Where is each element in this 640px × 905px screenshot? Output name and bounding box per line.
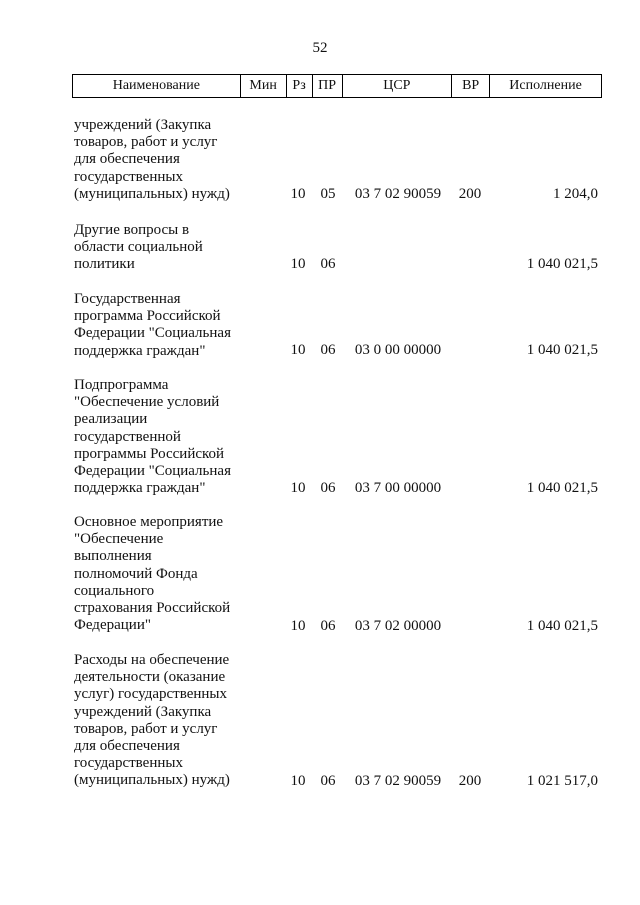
row-amount: 1 021 517,0	[526, 773, 598, 789]
row-name: Государственная программа Российской Федерации "Социальная поддержка граждан"	[74, 291, 231, 359]
row-rz: 10	[290, 256, 306, 272]
row-pr: 06	[320, 342, 336, 358]
page-number: 52	[312, 40, 328, 56]
row-rz: 10	[290, 342, 306, 358]
column-header-csr: ЦСР	[342, 75, 452, 98]
column-header-pr: ПР	[312, 75, 342, 98]
column-header-name: Наименование	[73, 75, 241, 98]
row-amount: 1 040 021,5	[526, 256, 598, 272]
row-vr: 200	[458, 773, 482, 789]
row-pr: 05	[320, 186, 336, 202]
row-pr: 06	[320, 480, 336, 496]
row-name: Расходы на обеспечение деятельности (оказание услуг) государственных учреждений (Закупка товаров, работ и услуг для обеспечения государственных (муниципальных) нужд)	[74, 652, 230, 789]
column-header-min: Мин	[240, 75, 286, 98]
row-pr: 06	[320, 773, 336, 789]
row-csr: 03 7 02 90059	[354, 186, 442, 202]
column-header-rz: Рз	[286, 75, 312, 98]
row-vr: 200	[458, 186, 482, 202]
row-name: Основное мероприятие "Обеспечение выполнения полномочий Фонда социального страхования Российской Федерации"	[74, 514, 231, 634]
row-name: Подпрограмма "Обеспечение условий реализации государственной программы Российской Федерации "Социальная поддержка граждан"	[74, 377, 231, 497]
row-rz: 10	[290, 480, 306, 496]
row-csr: 03 7 02 90059	[354, 773, 442, 789]
row-name: Другие вопросы в области социальной политики	[74, 222, 203, 273]
row-rz: 10	[290, 186, 306, 202]
row-rz: 10	[290, 773, 306, 789]
row-amount: 1 204,0	[553, 186, 598, 202]
row-csr: 03 0 00 00000	[354, 342, 442, 358]
row-csr: 03 7 02 00000	[354, 618, 442, 634]
row-rz: 10	[290, 618, 306, 634]
column-header-vr: ВР	[452, 75, 490, 98]
row-pr: 06	[320, 256, 336, 272]
row-csr: 03 7 00 00000	[354, 480, 442, 496]
column-header-amount: Исполнение	[490, 75, 602, 98]
row-amount: 1 040 021,5	[526, 342, 598, 358]
row-amount: 1 040 021,5	[526, 480, 598, 496]
row-pr: 06	[320, 618, 336, 634]
row-amount: 1 040 021,5	[526, 618, 598, 634]
row-name: учреждений (Закупка товаров, работ и услуг для обеспечения государственных (муниципальных) нужд)	[74, 117, 230, 202]
